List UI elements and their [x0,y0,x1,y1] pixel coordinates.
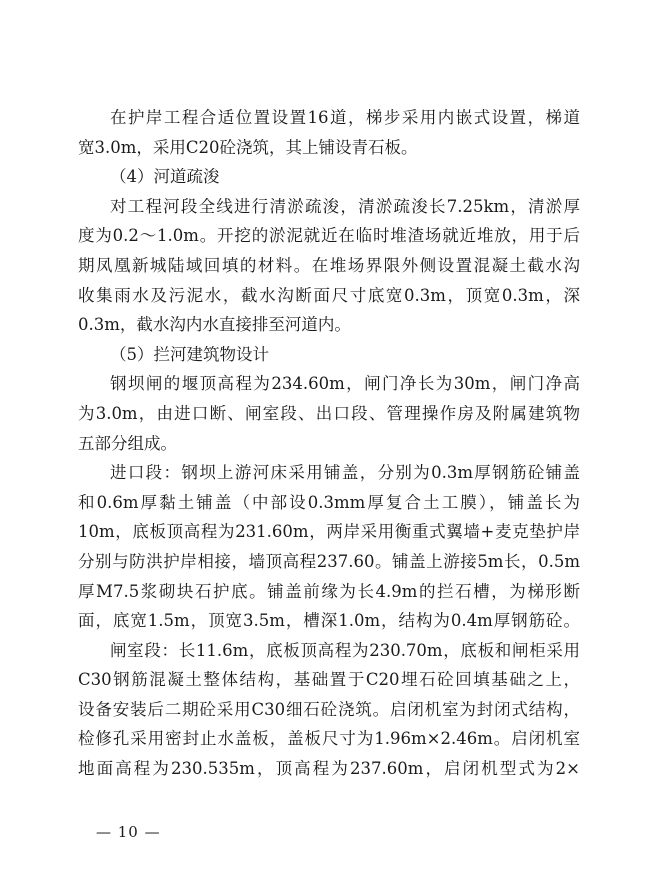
paragraph-line-8: 0.3m，截水沟内水直接排至河道内。 [78,315,351,335]
paragraph-line-23: 地面高程为230.535m，顶高程为237.60m，启闭机型式为2× [78,759,580,779]
paragraph-line-1: 在护岸工程合适位置设置16道，梯步采用内嵌式设置，梯道 [110,108,580,127]
body-text [78,103,580,784]
section-heading-5: （5）拦河建筑物设计 [110,344,269,364]
paragraph-line-18: 面，底宽1.5m，顶宽3.5m，槽深1.0m，结构为0.4m厚钢筋砼。 [78,611,580,631]
paragraph-line-11: 为3.0m，由进口断、闸室段、出口段、管理操作房及附属建筑物 [78,403,580,423]
paragraph-line-13: 进口段：钢坝上游河床采用铺盖，分别为0.3m厚钢筋砼铺盖 [110,463,580,483]
paragraph-line-16: 分别与防洪护岸相接，墙顶高程237.60。铺盖上游接5m长，0.5m [78,551,580,571]
paragraph-line-20: C30钢筋混凝土整体结构，基础置于C20埋石砼回填基础之上， [78,670,580,690]
paragraph-line-2: 宽3.0m，采用C20砼浇筑，其上铺设青石板。 [78,137,418,157]
paragraph-line-19: 闸室段：长11.6m，底板顶高程为230.70m，底板和闸柜采用 [110,640,580,660]
paragraph-line-10: 钢坝闸的堰顶高程为234.60m，闸门净长为30m，闸门净高 [110,374,580,394]
paragraph-line-15: 10m，底板顶高程为231.60m，两岸采用衡重式翼墙+麦克垫护岸 [78,522,580,542]
section-heading-4: （4）河道疏浚 [110,167,220,187]
paragraph-line-12: 五部分组成。 [78,433,177,453]
paragraph-line-21: 设备安装后二期砼采用C30细石砼浇筑。启闭机室为封闭式结构， [78,699,580,719]
paragraph-line-17: 厚M7.5浆砌块石护底。铺盖前缘为长4.9m的拦石槽，为梯形断 [78,581,580,601]
paragraph-line-14: 和0.6m厚黏土铺盖（中部设0.3mm厚复合土工膜），铺盖长为 [78,492,580,512]
paragraph-line-4: 对工程河段全线进行清淤疏浚，清淤疏浚长7.25km，清淤厚 [110,196,580,216]
page-number: — 10 — [96,823,161,841]
paragraph-line-22: 检修孔采用密封止水盖板，盖板尺寸为1.96m×2.46m。启闭机室 [78,729,580,749]
paragraph-line-7: 收集雨水及污泥水，截水沟断面尺寸底宽0.3m，顶宽0.3m，深 [78,285,580,305]
paragraph-line-5: 度为0.2～1.0m。开挖的淤泥就近在临时堆渣场就近堆放，用于后 [78,226,580,246]
paragraph-line-6: 期凤凰新城陆域回填的材料。在堆场界限外侧设置混凝土截水沟 [78,255,580,275]
